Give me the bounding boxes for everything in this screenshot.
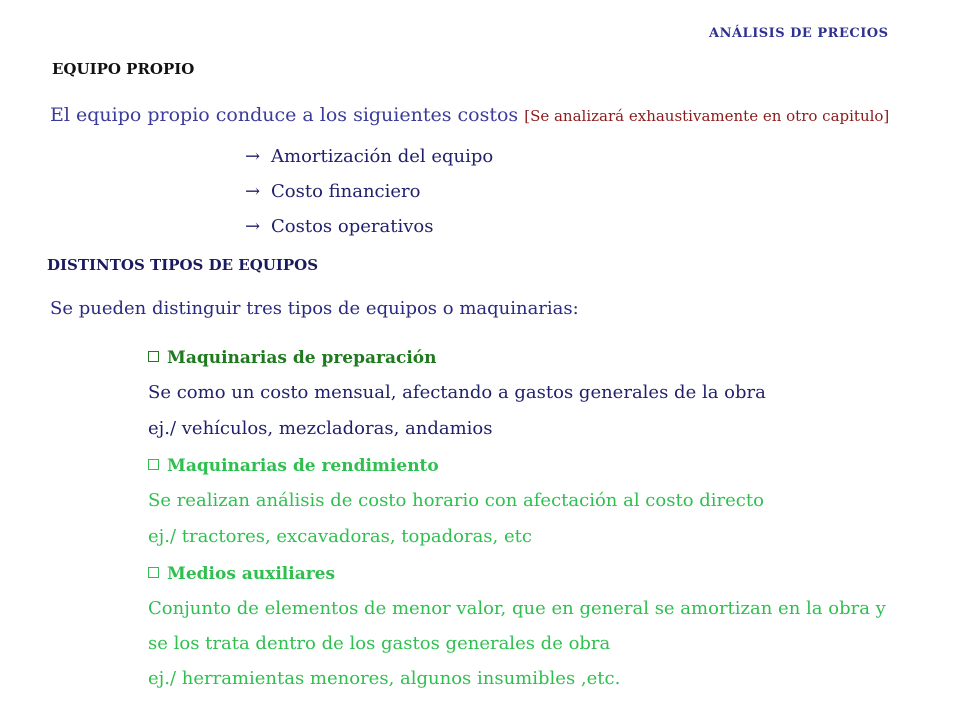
type-description-rendimiento: Se realizan análisis de costo horario con afectación al costo directo bbox=[148, 490, 764, 511]
cost-item-label: Costos operativos bbox=[271, 216, 434, 237]
type-title-label: Maquinarias de rendimiento bbox=[167, 456, 439, 476]
intro-paragraph bbox=[50, 104, 889, 126]
type-example-preparacion: ej./ vehículos, mezcladoras, andamios bbox=[148, 418, 493, 439]
type-example-auxiliares: ej./ herramientas menores, algunos insumibles ,etc. bbox=[148, 668, 621, 689]
type-title-preparacion bbox=[148, 348, 437, 368]
cost-item-label: Amortización del equipo bbox=[271, 146, 494, 167]
cost-item-operativos bbox=[245, 216, 433, 237]
type-title-label: Maquinarias de preparación bbox=[167, 348, 437, 368]
section-title-equipo-propio: EQUIPO PROPIO bbox=[52, 60, 195, 78]
arrow-right-icon: → bbox=[245, 146, 261, 167]
checkbox-square-icon bbox=[148, 351, 159, 362]
lead-paragraph: Se pueden distinguir tres tipos de equipos o maquinarias: bbox=[50, 298, 579, 319]
type-title-rendimiento bbox=[148, 456, 439, 476]
intro-note: [Se analizará exhaustivamente en otro capitulo] bbox=[524, 107, 890, 125]
type-title-auxiliares bbox=[148, 564, 335, 584]
arrow-right-icon: → bbox=[245, 216, 261, 237]
type-example-rendimiento: ej./ tractores, excavadoras, topadoras, etc bbox=[148, 526, 532, 547]
checkbox-square-icon bbox=[148, 567, 159, 578]
type-description-auxiliares-line2: se los trata dentro de los gastos generales de obra bbox=[148, 633, 611, 654]
type-description-preparacion: Se como un costo mensual, afectando a gastos generales de la obra bbox=[148, 382, 766, 403]
intro-text: El equipo propio conduce a los siguientes costos bbox=[50, 104, 519, 126]
cost-item-label: Costo financiero bbox=[271, 181, 421, 202]
type-description-auxiliares-line1: Conjunto de elementos de menor valor, que en general se amortizan en la obra y bbox=[148, 598, 886, 619]
cost-item-amortizacion bbox=[245, 146, 493, 167]
cost-item-financiero bbox=[245, 181, 421, 202]
type-title-label: Medios auxiliares bbox=[167, 564, 336, 584]
page-header-title: ANÁLISIS DE PRECIOS bbox=[709, 26, 889, 41]
checkbox-square-icon bbox=[148, 459, 159, 470]
arrow-right-icon: → bbox=[245, 181, 261, 202]
section-title-tipos-equipos: DISTINTOS TIPOS DE EQUIPOS bbox=[47, 256, 319, 274]
